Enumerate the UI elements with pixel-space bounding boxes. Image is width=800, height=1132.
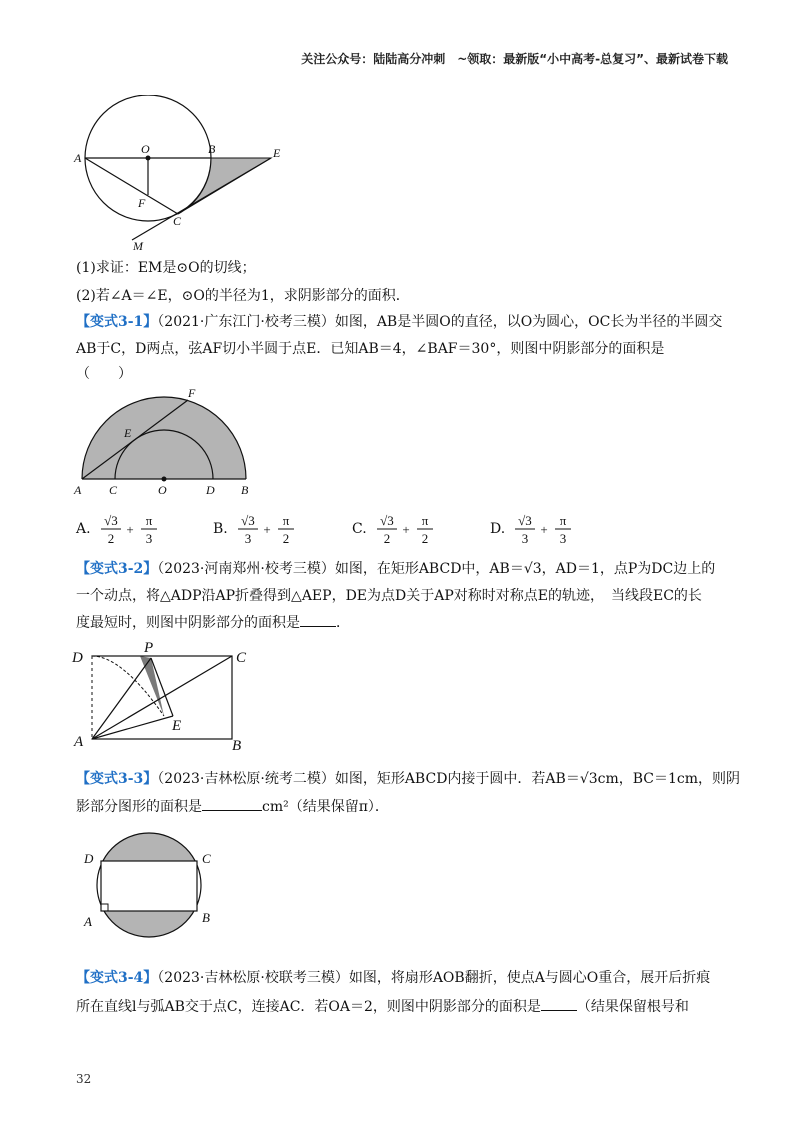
label-D: D <box>206 483 215 497</box>
svg-text:π: π <box>559 513 567 528</box>
label-C: C <box>109 483 118 497</box>
svg-text:π: π <box>145 513 152 528</box>
variant-tag: 【变式3-1】 <box>76 314 158 330</box>
label-P: P <box>144 640 154 656</box>
label-F: F <box>138 196 146 210</box>
svg-text:3: 3 <box>145 531 152 546</box>
figure-rectangle-fold <box>70 636 260 756</box>
svg-text:√3: √3 <box>240 513 255 528</box>
question-part-2: (2)若∠A＝∠E，⊙O的半径为1，求阴影部分的面积． <box>76 288 410 304</box>
label-A: A <box>84 914 92 929</box>
svg-text:3: 3 <box>559 531 567 546</box>
variant-3-1-line-1: 【变式3-1】（2021·广东江门·校考三模）如图，AB是半圆O的直径，以O为圆心，OC长为半径的半圆交 <box>76 314 723 330</box>
answer-blank[interactable] <box>541 996 577 1011</box>
svg-text:+: + <box>263 522 271 537</box>
option-d[interactable]: D. √3 3 + π 3 <box>490 513 567 546</box>
variant-tag: 【变式3-2】 <box>76 561 158 577</box>
variant-3-2-line-1: 【变式3-2】（2023·河南郑州·校考三模）如图，在矩形ABCD中，AB＝√3，AD＝1，点P为DC边上的 <box>76 561 716 577</box>
label-B: B <box>208 142 216 156</box>
answer-blank[interactable] <box>300 612 336 627</box>
label-A: A <box>74 151 82 165</box>
label-M: M <box>133 239 143 253</box>
svg-text:3: 3 <box>244 531 251 546</box>
page-number: 32 <box>76 1072 92 1086</box>
svg-text:π: π <box>282 513 290 528</box>
svg-text:+: + <box>125 522 134 537</box>
label-D: D <box>84 851 94 866</box>
question-part-1: (1)求证：EM是⊙O的切线； <box>76 260 256 276</box>
label-B: B <box>232 738 242 754</box>
svg-text:√3: √3 <box>379 513 394 528</box>
figure-circle-tangent <box>70 95 300 255</box>
label-B: B <box>241 483 249 497</box>
label-O: O <box>141 142 150 156</box>
option-a[interactable]: A. √3 2 + π 3 <box>76 513 152 546</box>
svg-text:2: 2 <box>282 531 289 546</box>
label-B: B <box>202 910 210 925</box>
label-D: D <box>72 650 83 666</box>
figure-semicircles <box>70 385 260 500</box>
variant-3-3-line-2: 影部分图形的面积是 cm²（结果保留π）． <box>76 796 736 817</box>
variant-3-1-line-2: AB于C，D两点，弦AF切小半圆于点E．已知AB＝4，∠BAF＝30°，则图中阴影部分的面积是 <box>76 341 665 357</box>
variant-3-4-line-1: 【变式3-4】（2023·吉林松原·校联考三模）如图，将扇形AOB翻折，使点A与圆心O重合，展开后折痕 <box>76 970 711 986</box>
label-C: C <box>202 851 211 866</box>
svg-text:√3: √3 <box>103 513 118 528</box>
variant-3-4-line-2: 所在直线l与弧AB交于点C，连接AC．若OA＝2，则图中阴影部分的面积是 （结果保留根号和 <box>76 996 736 1017</box>
option-b[interactable]: B. √3 3 + π 2 <box>213 513 290 546</box>
label-O: O <box>158 483 167 497</box>
label-C: C <box>173 214 182 228</box>
label-A: A <box>74 734 84 750</box>
label-F: F <box>188 386 196 400</box>
variant-tag: 【变式3-3】 <box>76 771 158 787</box>
label-C: C <box>236 650 247 666</box>
svg-text:2: 2 <box>421 531 428 546</box>
variant-3-2-line-3: 度最短时，则图中阴影部分的面积是 ． <box>76 612 736 633</box>
svg-text:+: + <box>540 522 548 537</box>
variant-3-2-line-2: 一个动点，将△ADP沿AP折叠得到△AEP，DE为点D关于AP对称时对称点E的轨迹， 当线段EC的长 <box>76 588 702 604</box>
svg-text:√3: √3 <box>518 513 533 528</box>
page-header: 关注公众号：陆陆高分冲刺 ~领取：最新版“小中高考-总复习”、最新试卷下载 <box>301 52 728 66</box>
svg-text:π: π <box>421 513 428 528</box>
label-E: E <box>273 146 281 160</box>
label-E: E <box>172 718 182 734</box>
variant-3-1-line-3: （ ） <box>76 366 132 382</box>
answer-blank[interactable] <box>202 796 262 811</box>
figure-inscribed-rectangle <box>76 828 226 938</box>
variant-3-3-line-1: 【变式3-3】（2023·吉林松原·统考二模）如图，矩形ABCD内接于圆中．若AB＝√3cm，BC＝1cm，则阴 <box>76 771 741 787</box>
svg-text:+: + <box>402 522 410 537</box>
svg-text:2: 2 <box>383 531 390 546</box>
svg-text:3: 3 <box>521 531 529 546</box>
variant-tag: 【变式3-4】 <box>76 970 158 986</box>
svg-text:2: 2 <box>107 531 114 546</box>
label-A: A <box>74 483 82 497</box>
option-c[interactable]: C. √3 2 + π 2 <box>352 513 428 546</box>
label-E: E <box>124 426 132 440</box>
